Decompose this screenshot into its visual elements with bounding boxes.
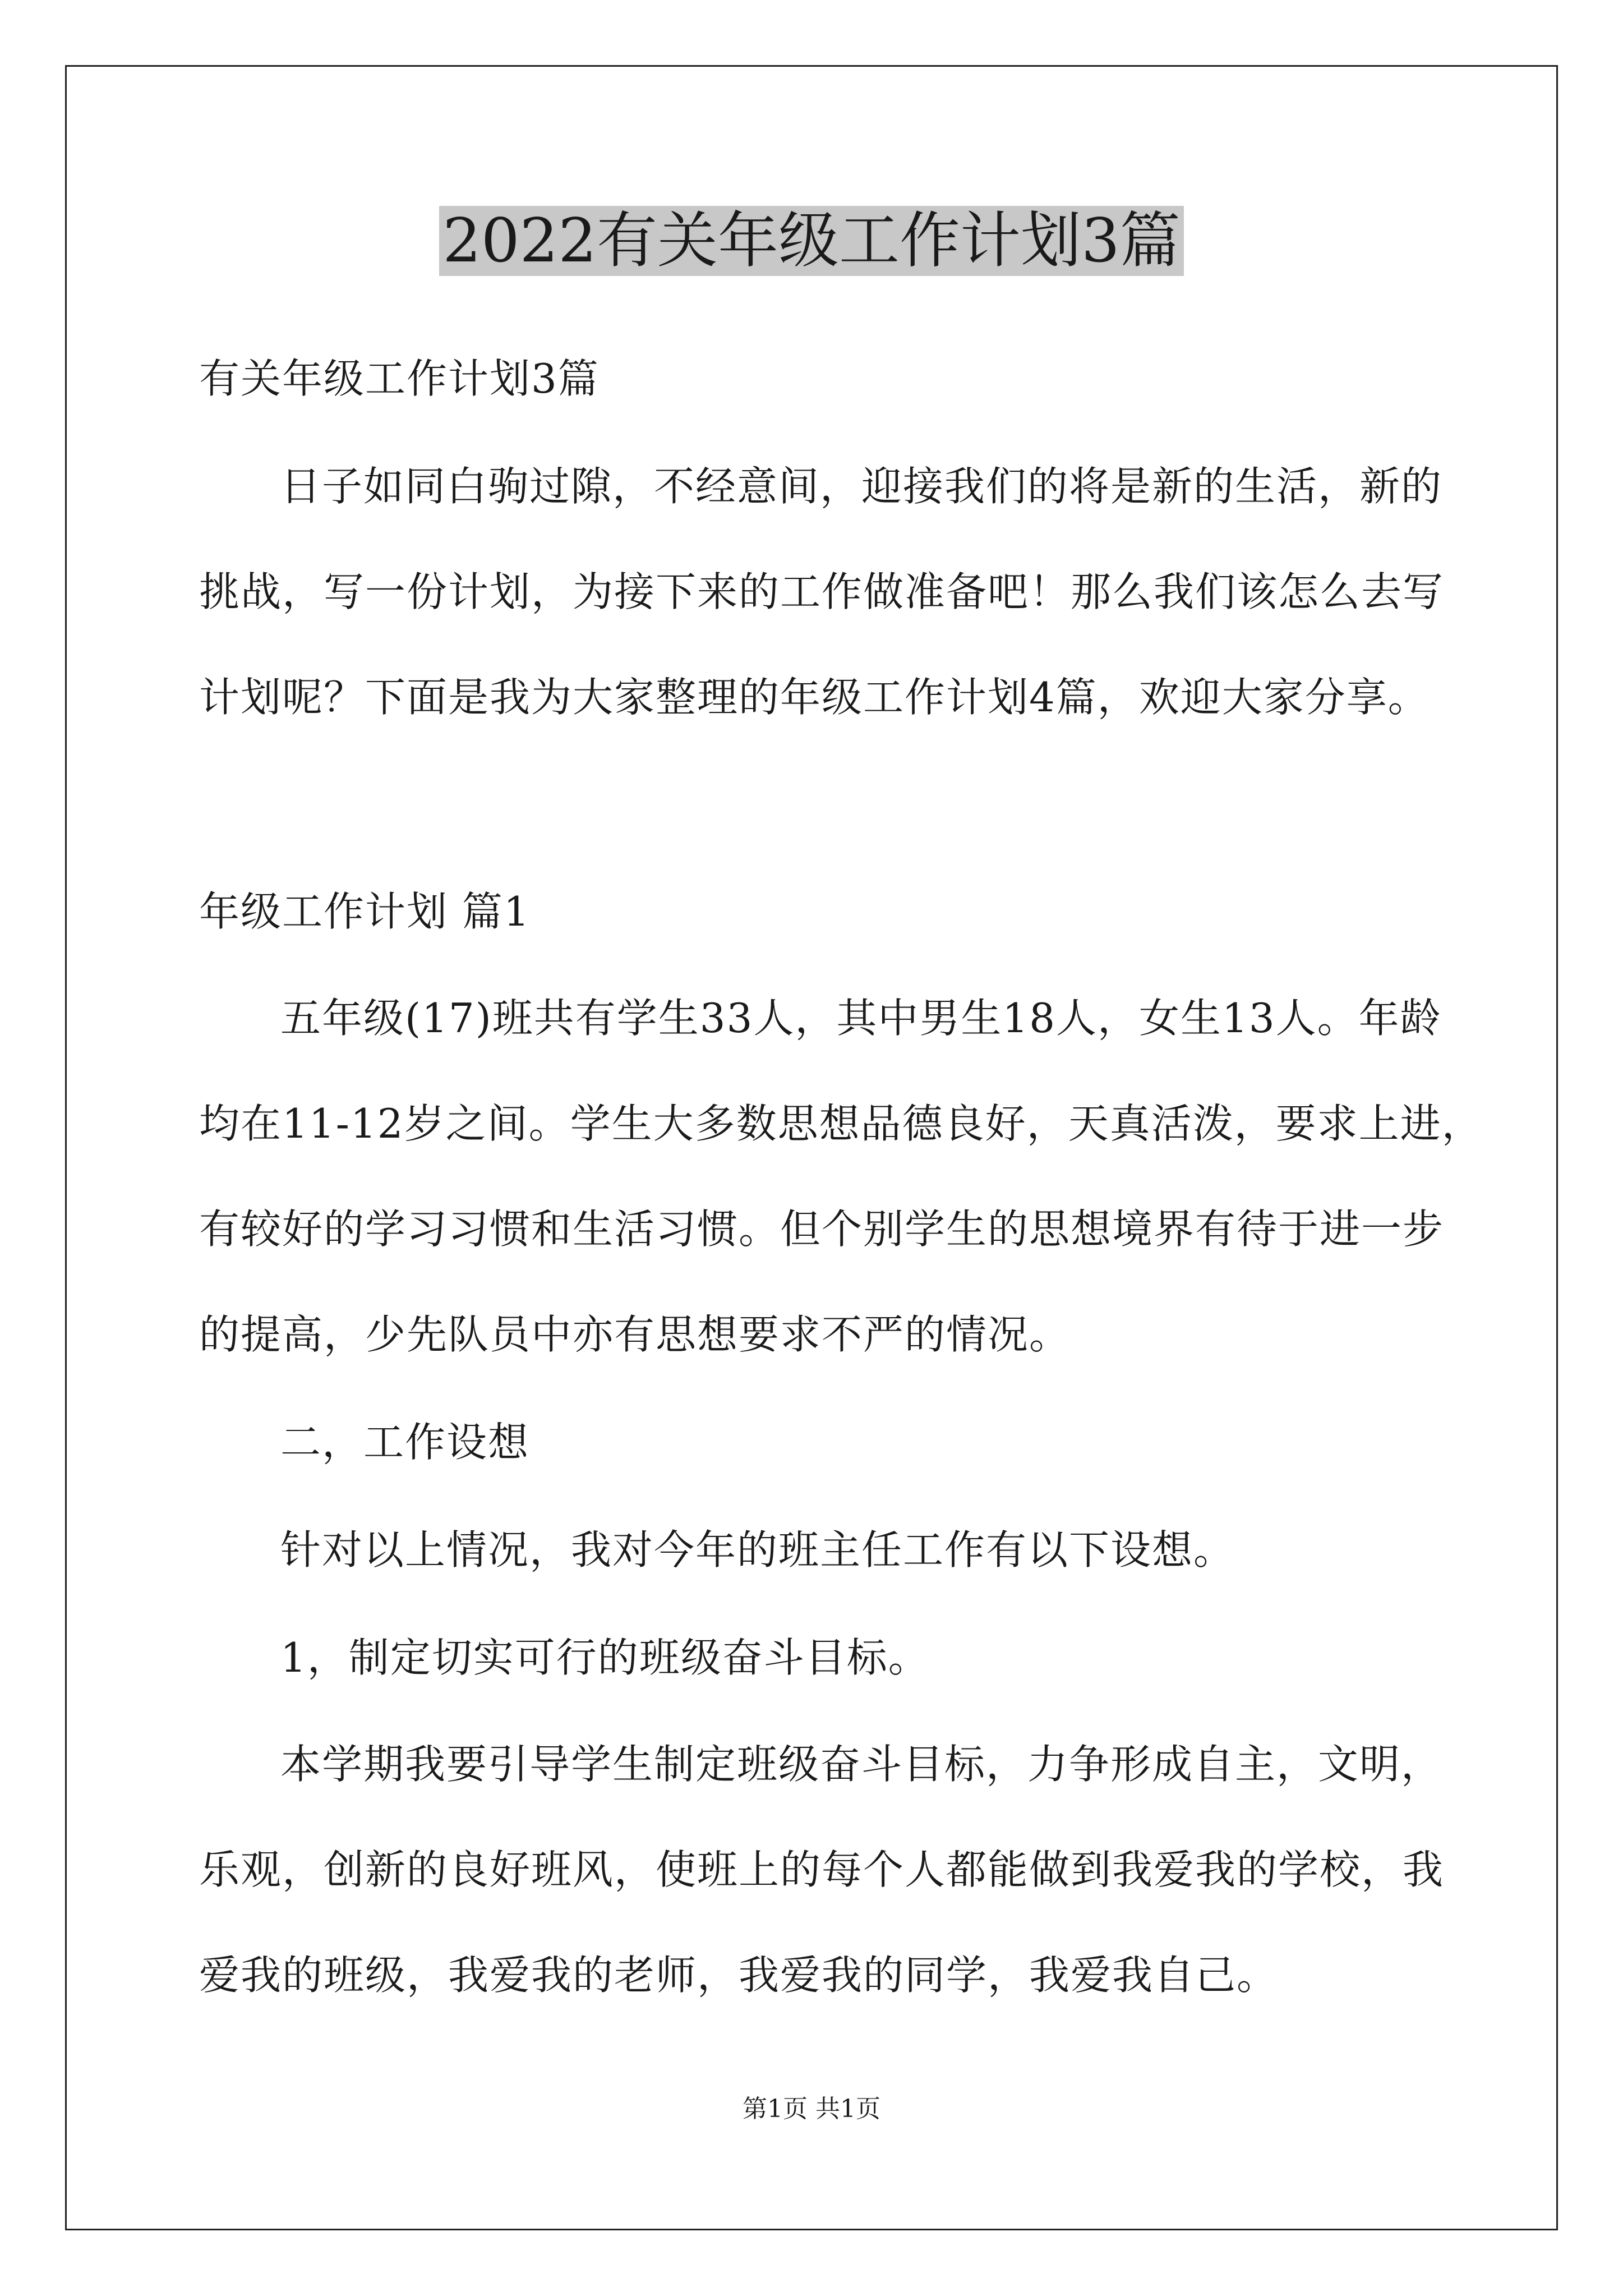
para1-line-4: 的提高，少先队员中亦有思想要求不严的情况。: [199, 1311, 1071, 1358]
item-1: 1，制定切实可行的班级奋斗目标。: [280, 1634, 930, 1681]
para3-line-3: 爱我的班级，我爱我的老师，我爱我的同学，我爱我自己。: [199, 1952, 1279, 1999]
para3-line-2: 乐观，创新的良好班风，使班上的每个人都能做到我爱我的学校，我: [199, 1846, 1445, 1893]
title-text: 2022有关年级工作计划3篇: [439, 206, 1184, 276]
subtitle: 有关年级工作计划3篇: [199, 355, 600, 402]
para2: 针对以上情况，我对今年的班主任工作有以下设想。: [280, 1526, 1235, 1573]
para1-line-1: 五年级(17)班共有学生33人，其中男生18人，女生13人。年龄: [280, 995, 1442, 1042]
para1-line-3: 有较好的学习习惯和生活习惯。但个别学生的思想境界有待于进一步: [199, 1205, 1445, 1253]
intro-line-3: 计划呢？下面是我为大家整理的年级工作计划4篇，欢迎大家分享。: [199, 674, 1430, 721]
document-title: [0, 202, 1623, 280]
para1-line-2: 均在11-12岁之间。学生大多数思想品德良好，天真活泼，要求上进，: [199, 1100, 1483, 1147]
section-heading: 年级工作计划 篇1: [199, 888, 531, 935]
intro-line-1: 日子如同白驹过隙，不经意间，迎接我们的将是新的生活，新的: [280, 463, 1443, 510]
page-footer: 第1页 共1页: [743, 2095, 880, 2123]
intro-line-2: 挑战，写一份计划，为接下来的工作做准备吧！那么我们该怎么去写: [199, 568, 1445, 615]
para3-line-1: 本学期我要引导学生制定班级奋斗目标，力争形成自主，文明，: [280, 1741, 1443, 1788]
heading-work-plan: 二，工作设想: [280, 1419, 530, 1466]
